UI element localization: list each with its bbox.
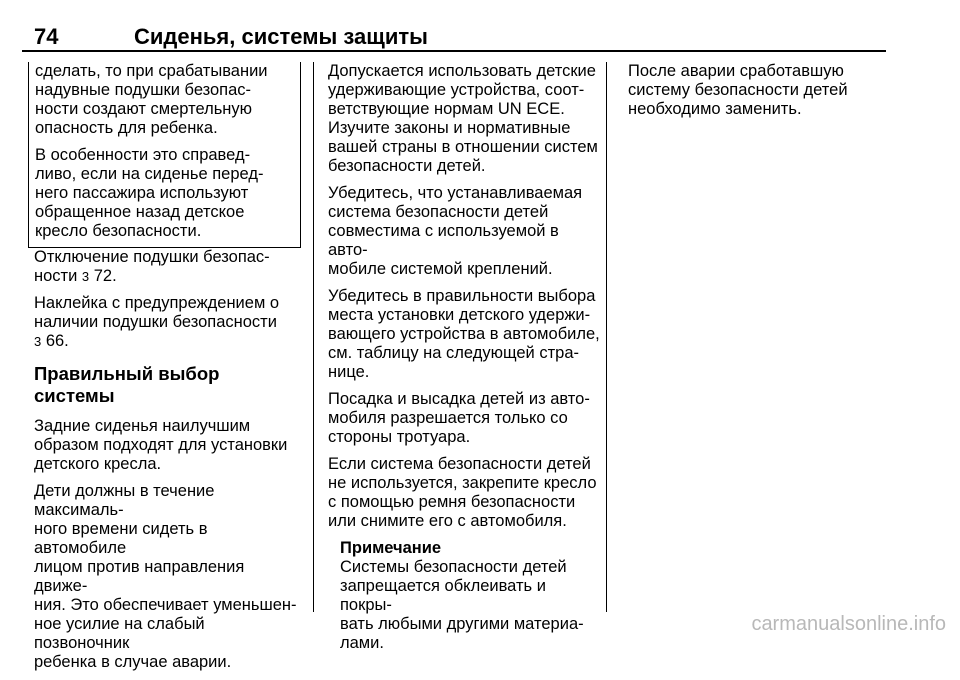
page-header [22,20,886,54]
warning-box [28,62,301,248]
column-divider-1 [313,62,314,612]
warning-paragraph: сделать, то при срабатывании надувные подушки безопас- ности создают смертельную опасность для ребенка. [35,62,268,137]
note-block [328,539,600,653]
body-paragraph: Задние сиденья наилучшим образом подходят для установки детского кресла. [34,417,288,473]
page-link[interactable]: 72. [93,267,117,285]
body-paragraph: Если система безопасности детей не используется, закрепите кресло с помощью ремня безопасности или снимите его с автомобиля. [328,455,597,530]
body-paragraph: Убедитесь, что устанавливаемая система безопасности детей совместима с используемой в авто- мобиле системой креплений. [328,184,583,278]
header-rule [22,50,886,52]
watermark: carmanualsonline.info [751,613,946,635]
page-link[interactable]: 66. [45,332,69,350]
body-paragraph: Дети должны в течение максималь- ного времени сидеть в автомобиле лицом против направления движе- ния. Это обеспечивает уменьшен- ное усилие на слабый позвоночник ребенка в случае аварии. [34,482,297,671]
column-1 [34,62,299,680]
body-paragraph: Допускается использовать детские удерживающие устройства, соот- ветствующие нормам UN ECE. Изучите законы и нормативные вашей страны в отношении систем безопасности детей. [328,62,598,175]
note-text: Системы безопасности детей запрещается обклеивать и покры- вать любыми другими материа- лами. [340,558,584,652]
column-2 [328,62,600,653]
body-paragraph: Убедитесь в правильности выбора места установки детского удержи- вающего устройства в автомобиле, см. таблицу на следующей стра- нице. [328,287,600,381]
body-paragraph: Посадка и высадка детей из авто- мобиля разрешается только со стороны тротуара. [328,390,590,446]
note-title: Примечание [340,539,442,557]
page-title: Сиденья, системы защиты [134,24,428,49]
body-paragraph: После аварии сработавшую систему безопасности детей необходимо заменить. [628,62,848,118]
warning-paragraph: В особенности это справед- ливо, если на сиденье перед- него пассажира используют обращенное назад детское кресло безопасности. [35,146,264,240]
column-divider-2 [606,62,607,612]
page-reference-icon: 3 [81,269,90,284]
page-reference-icon: 3 [34,334,42,349]
cross-reference-airbag-label: Наклейка с предупреждением о наличии подушки безопасности 3 66. [34,294,280,350]
cross-reference-airbag-deactivation: Отключение подушки безопас- ности 3 72. [34,248,270,285]
section-heading: Правильный выбор системы [34,363,220,406]
page-number: 74 [34,24,59,49]
column-3 [628,62,890,127]
